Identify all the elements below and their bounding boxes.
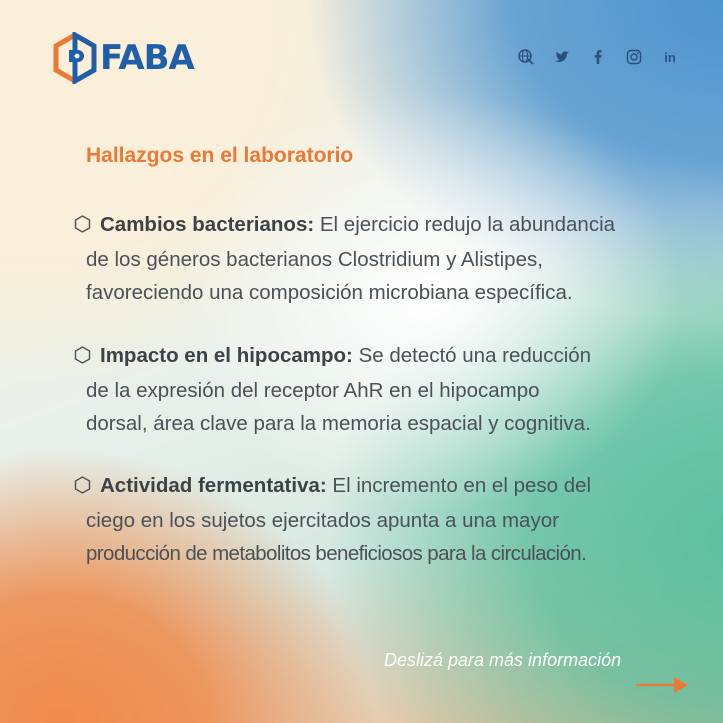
hexagon-bullet-icon [74,471,94,504]
hexagon-bullet-icon [74,210,94,243]
arrow-right-icon[interactable] [634,675,690,695]
finding-title: Cambios bacterianos: [100,213,315,236]
finding-title: Actividad fermentativa: [100,474,327,497]
finding-text: El ejercicio redujo la abundancia [314,213,616,236]
linkedin-icon[interactable] [661,48,679,66]
instagram-icon[interactable] [625,48,643,66]
web-icon[interactable] [517,48,535,66]
twitter-icon[interactable] [553,48,571,66]
linkedin-label: in [664,49,676,65]
finding-text: de la expresión del receptor AhR en el hipocampo [86,379,540,402]
hexagon-bullet-icon [74,341,94,374]
finding-text: favoreciendo una composición microbiana específica. [86,281,573,304]
finding-text: producción de metabolitos beneficiosos para la circulación. [86,542,587,565]
finding-text: ciego en los sujetos ejercitados apunta a una mayor [86,509,559,532]
finding-item [74,339,644,440]
finding-text: El incremento en el peso del [326,474,592,497]
facebook-icon[interactable] [589,48,607,66]
finding-title: Impacto en el hipocampo: [100,344,353,367]
brand-name: FABA [100,38,194,78]
social-links [517,48,679,66]
finding-text: dorsal, área clave para la memoria espacial y cognitiva. [86,412,591,435]
finding-text: de los géneros bacterianos Clostridium y Alistipes, [86,248,543,271]
finding-item [74,469,644,570]
faba-logo-mark-icon [52,32,98,84]
section-heading: Hallazgos en el laboratorio [86,144,354,167]
finding-text: Se detectó una reducción [352,344,592,367]
swipe-prompt: Deslizá para más información [384,650,622,670]
faba-logo [52,32,194,84]
finding-item [74,208,644,309]
